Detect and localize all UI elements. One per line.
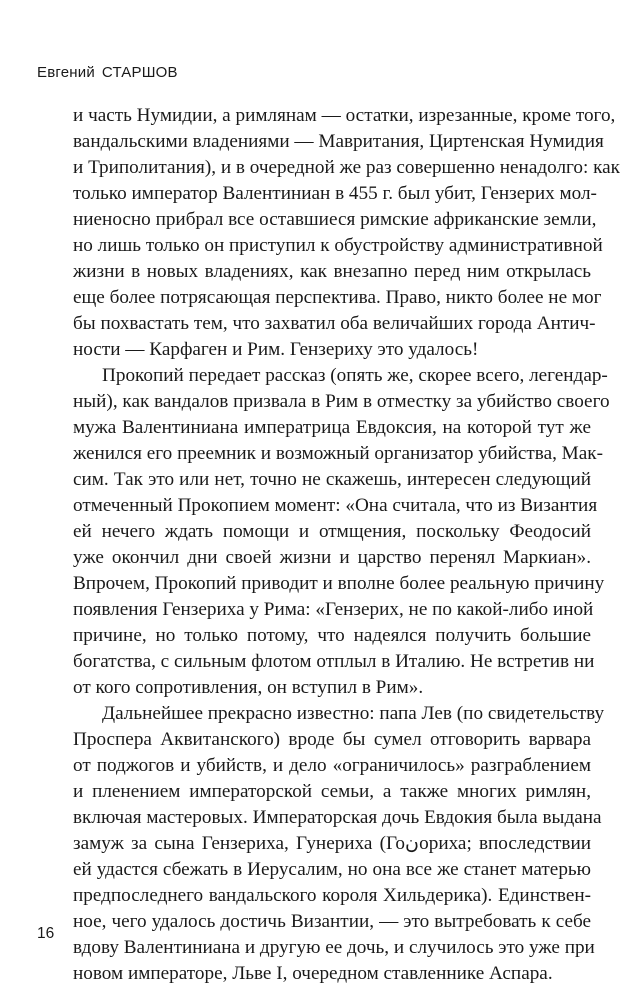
text-line: Проспера Аквитанского) вроде бы сумел отговорить варвара [73,729,591,750]
text-line: только император Валентиниан в 455 г. был убит, Гензерих мол- [73,183,597,204]
page-number: 16 [37,925,55,942]
text-line: ный), как вандалов призвала в Рим в отместку за убийство своего [73,391,610,412]
author-first-name: Евгений [37,64,95,81]
text-line: отмеченный Прокопием момент: «Она считала, что из Византия [73,495,598,516]
running-head [37,64,178,81]
text-line: и Триполитания), и в очередной же раз совершенно ненадолго: как [73,157,621,178]
text-line: ей нечего ждать помощи и отмщения, поскольку Феодосий [73,521,591,542]
text-line: включая мастеровых. Императорская дочь Евдокия была выдана [73,807,602,828]
text-line: богатства, с сильным флотом отплыл в Италию. Не встретив ни [73,651,595,672]
text-line: Прокопий передает рассказ (опять же, скорее всего, легендар- [102,365,608,386]
text-line: причине, но только потому, что надеялся получить большие [73,625,591,646]
text-line: женился его преемник и возможный организатор убийства, Мак- [73,443,603,464]
text-line: от поджогов и убийств, и дело «ограничилось» разграблением [73,755,591,776]
text-line: ниеносно прибрал все оставшиеся римские африканские земли, [73,209,597,230]
text-line: предпоследнего вандальского короля Хильдерика). Единствен- [73,885,591,906]
text-line: но лишь только он приступил к обустройству административной [73,235,603,256]
text-line: мужа Валентиниана императрица Евдоксия, на которой тут же [73,417,591,438]
author-last-name: СТАРШОВ [101,64,178,81]
text-line: ности — Карфаген и Рим. Гензериху это удалось! [73,339,479,360]
text-line: ное, чего удалось достичь Византии, — это вытребовать к себе [73,911,591,932]
text-line: вдову Валентиниана и другую ее дочь, и случилось это уже при [73,937,595,958]
text-line: бы похвастать тем, что захватил оба величайших города Антич- [73,313,596,334]
paragraph-3 [73,701,605,987]
text-line: от кого сопротивления, он вступил в Рим». [73,677,424,698]
text-line: жизни в новых владениях, как внезапно перед ним открылась [73,261,591,282]
text-line: сим. Так это или нет, точно не скажешь, интересен следующий [73,469,591,490]
paragraph-2 [73,363,610,701]
text-line: вандальскими владениями — Мавритания, Циртенская Нумидия [73,131,604,152]
text-line: Дальнейшее прекрасно известно: папа Лев (по свидетельству [102,703,605,724]
text-line: замуж за сына Гензериха, Гунериха (Гоنориха; впоследствии [73,833,591,854]
text-line: и пленением императорской семьи, а также многих римлян, [73,781,591,802]
text-line: еще более потрясающая перспектива. Право, никто более не мог [73,287,602,308]
text-line: новом императоре, Льве I, очередном ставленнике Аспара. [73,963,553,984]
text-line: Впрочем, Прокопий приводит и вполне более реальную причину [73,573,605,594]
text-line: и часть Нумидии, а римлянам — остатки, изрезанные, кроме того, [73,105,616,126]
text-line: ей удастся сбежать в Иерусалим, но она все же станет матерью [73,859,591,880]
text-line: появления Гензериха у Рима: «Гензерих, не по какой-либо иной [73,599,594,620]
text-line: уже окончил дни своей жизни и царство перенял Маркиан». [73,547,591,568]
paragraph-1 [73,103,621,363]
body-text [73,103,621,987]
